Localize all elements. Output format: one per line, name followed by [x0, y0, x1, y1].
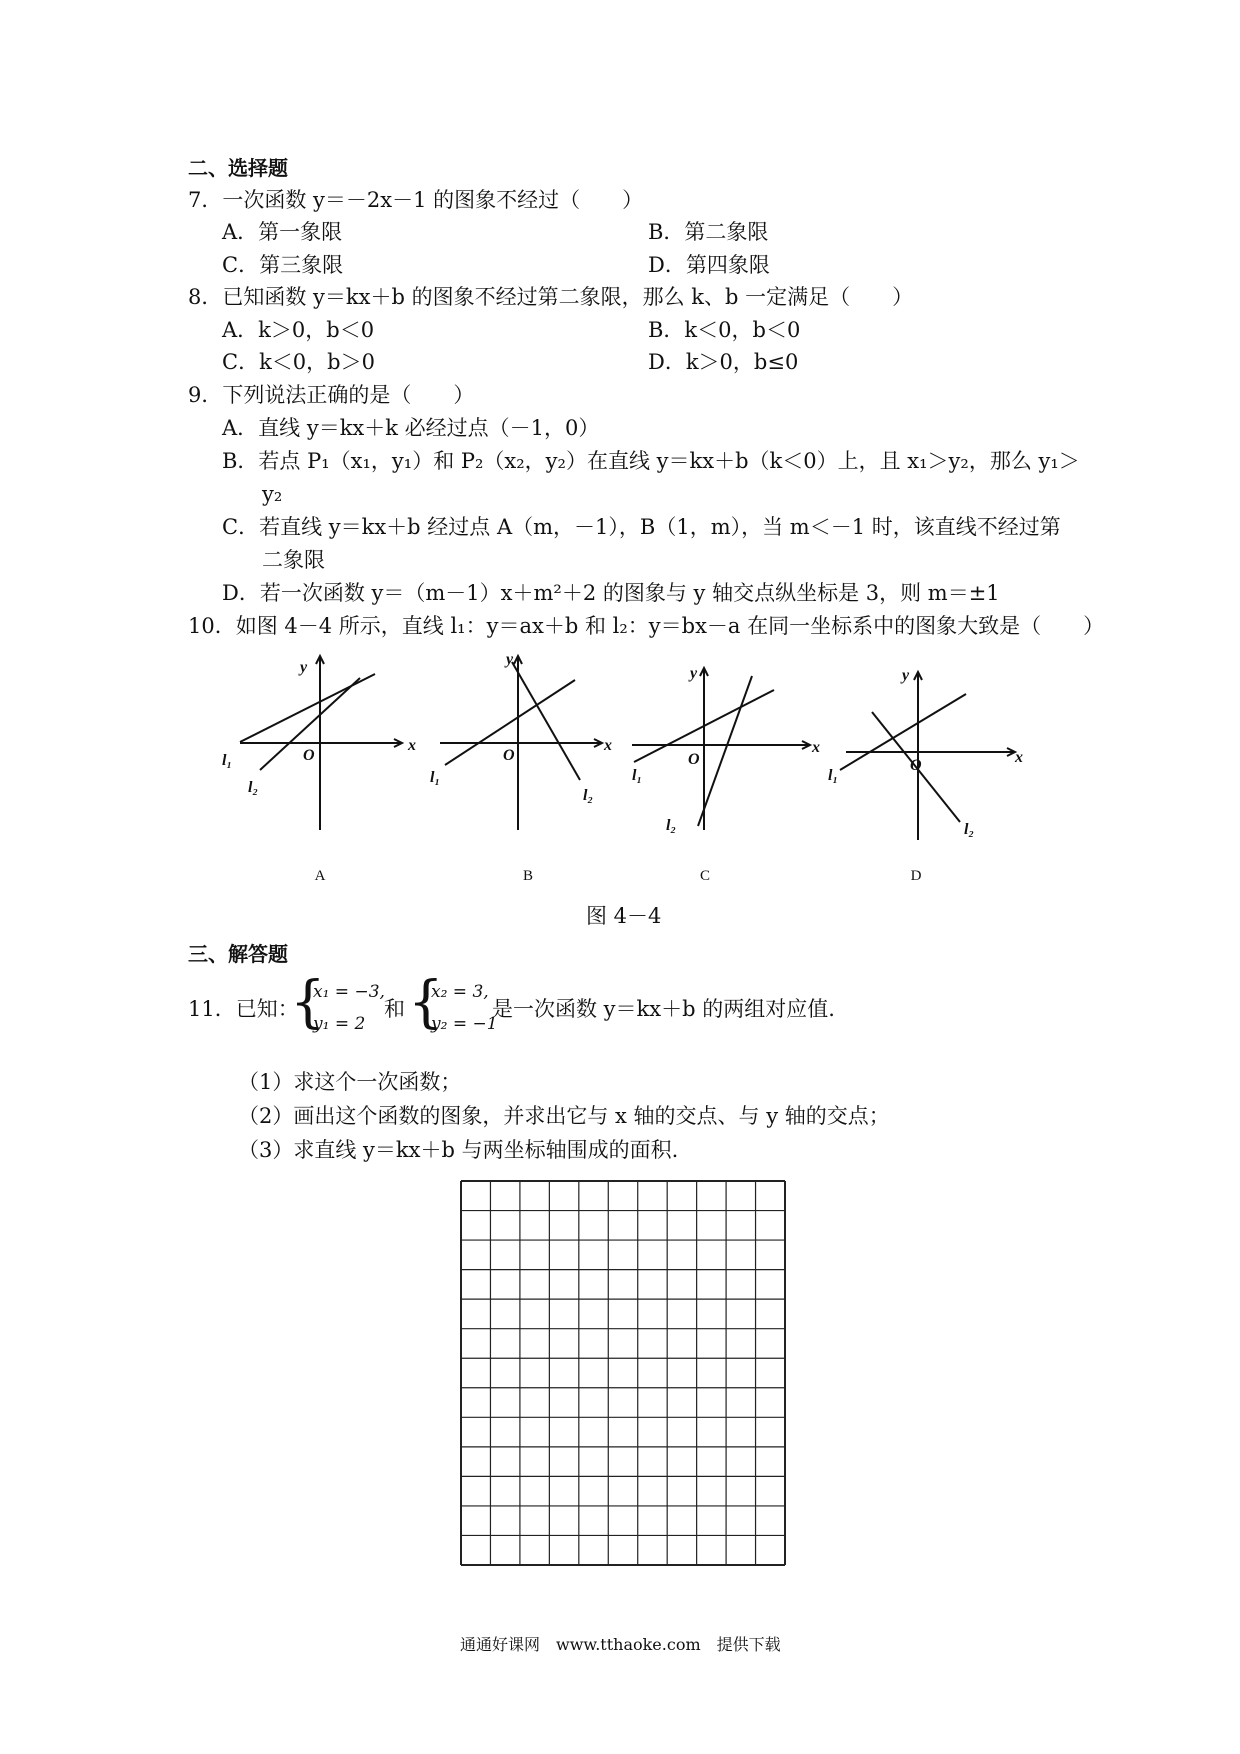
- panel-c-l2-label: l₂: [666, 817, 677, 834]
- q9-option-b-line2: y₂: [262, 482, 283, 506]
- panel-b-l2-label: l₂: [583, 787, 594, 804]
- q7-stem: 7．一次函数 y＝－2x－1 的图象不经过（ ）: [188, 188, 644, 212]
- q11-part-2: （2）画出这个函数的图象，并求出它与 x 轴的交点、与 y 轴的交点；: [238, 1104, 890, 1128]
- q8-stem: 8．已知函数 y＝kx＋b 的图象不经过第二象限，那么 k、b 一定满足（ ）: [188, 285, 914, 309]
- panel-b-y-label: y: [506, 651, 514, 668]
- panel-a-origin-label: O: [303, 747, 315, 764]
- panel-a-x-label: x: [408, 737, 416, 754]
- q9-option-c-line1: C．若直线 y＝kx＋b 经过点 A（m，－1），B（1，m），当 m＜－1 时，该直线不经过第: [222, 515, 1061, 539]
- q9-option-b-line1: B．若点 P₁（x₁，y₁）和 P₂（x₂，y₂）在直线 y＝kx＋b（k＜0）上，且 x₁＞y₂，那么 y₁＞: [222, 449, 1080, 473]
- section-title-choice: 二、选择题: [188, 156, 288, 180]
- panel-c-letter: C: [699, 868, 711, 884]
- panel-a-line-l1: [240, 674, 375, 742]
- q8-option-d: D．k＞0，b≤0: [648, 350, 799, 374]
- panel-a-l2-label: l₂: [248, 779, 259, 796]
- panel-d-letter: D: [910, 868, 922, 884]
- q9-option-a: A．直线 y＝kx＋k 必经过点（－1，0）: [222, 416, 600, 440]
- q11-brace-1: {: [290, 970, 326, 1035]
- q11-system-1-line1: x₁ = −3,: [313, 982, 385, 1002]
- q7-option-c: C．第三象限: [222, 253, 344, 277]
- panel-b-line-l2: [512, 662, 580, 780]
- q7-option-d: D．第四象限: [648, 253, 770, 277]
- answer-grid[interactable]: [460, 1180, 786, 1570]
- q11-prefix: 11．已知：: [188, 997, 299, 1021]
- panel-b-l1-label: l₁: [430, 769, 441, 786]
- panel-b-x-label: x: [604, 737, 612, 754]
- section-title-answer: 三、解答题: [188, 942, 288, 966]
- q9-option-d: D．若一次函数 y＝（m－1）x＋m²＋2 的图象与 y 轴交点纵坐标是 3，则 m＝±1: [222, 581, 1000, 605]
- panel-d-line-l1: [840, 694, 966, 770]
- panel-d-l2-label: l₂: [964, 821, 975, 838]
- panel-c-line-l2: [698, 676, 752, 826]
- q11-system-2-line2: y₂ = −1: [431, 1014, 498, 1034]
- q8-option-b: B．k＜0，b＜0: [648, 318, 801, 342]
- panel-a-letter: A: [314, 868, 326, 884]
- q11-suffix: 是一次函数 y＝kx＋b 的两组对应值.: [492, 997, 835, 1021]
- panel-c-y-label: y: [690, 665, 698, 682]
- q7-option-b: B．第二象限: [648, 220, 769, 244]
- q7-option-a: A．第一象限: [222, 220, 343, 244]
- q10-stem: 10．如图 4－4 所示，直线 l₁：y＝ax＋b 和 l₂：y＝bx－a 在同一坐标系中的图象大致是（ ）: [188, 614, 1105, 638]
- q8-option-a: A．k＞0，b＜0: [222, 318, 375, 342]
- q11-brace-2: {: [408, 970, 444, 1035]
- panel-a-l1-label: l₁: [222, 752, 233, 769]
- panel-c-origin-label: O: [688, 751, 700, 768]
- q11-system-1-line2: y₁ = 2: [313, 1014, 366, 1034]
- panel-d-l1-label: l₁: [828, 767, 839, 784]
- q11-system-2-line1: x₂ = 3,: [431, 982, 489, 1002]
- q9-option-c-line2: 二象限: [262, 548, 325, 572]
- figure-caption: 图 4－4: [586, 904, 662, 928]
- panel-b-letter: B: [522, 868, 534, 884]
- q11-and: 和: [384, 997, 405, 1021]
- panel-a-y-label: y: [300, 659, 308, 676]
- footer-source: 通通好课网 www.tthaoke.com 提供下载: [460, 1635, 781, 1654]
- panel-b-origin-label: O: [503, 747, 515, 764]
- panel-d-y-label: y: [902, 667, 910, 684]
- q11-part-3: （3）求直线 y＝kx＋b 与两坐标轴围成的面积.: [238, 1138, 679, 1162]
- panel-d-x-label: x: [1015, 749, 1023, 766]
- q8-option-c: C．k＜0，b＞0: [222, 350, 375, 374]
- panel-c-x-label: x: [812, 739, 820, 756]
- q9-stem: 9．下列说法正确的是（ ）: [188, 383, 475, 407]
- q11-part-1: （1）求这个一次函数；: [238, 1070, 462, 1094]
- panel-d-origin-label: O: [910, 757, 922, 774]
- panel-c-l1-label: l₁: [632, 767, 643, 784]
